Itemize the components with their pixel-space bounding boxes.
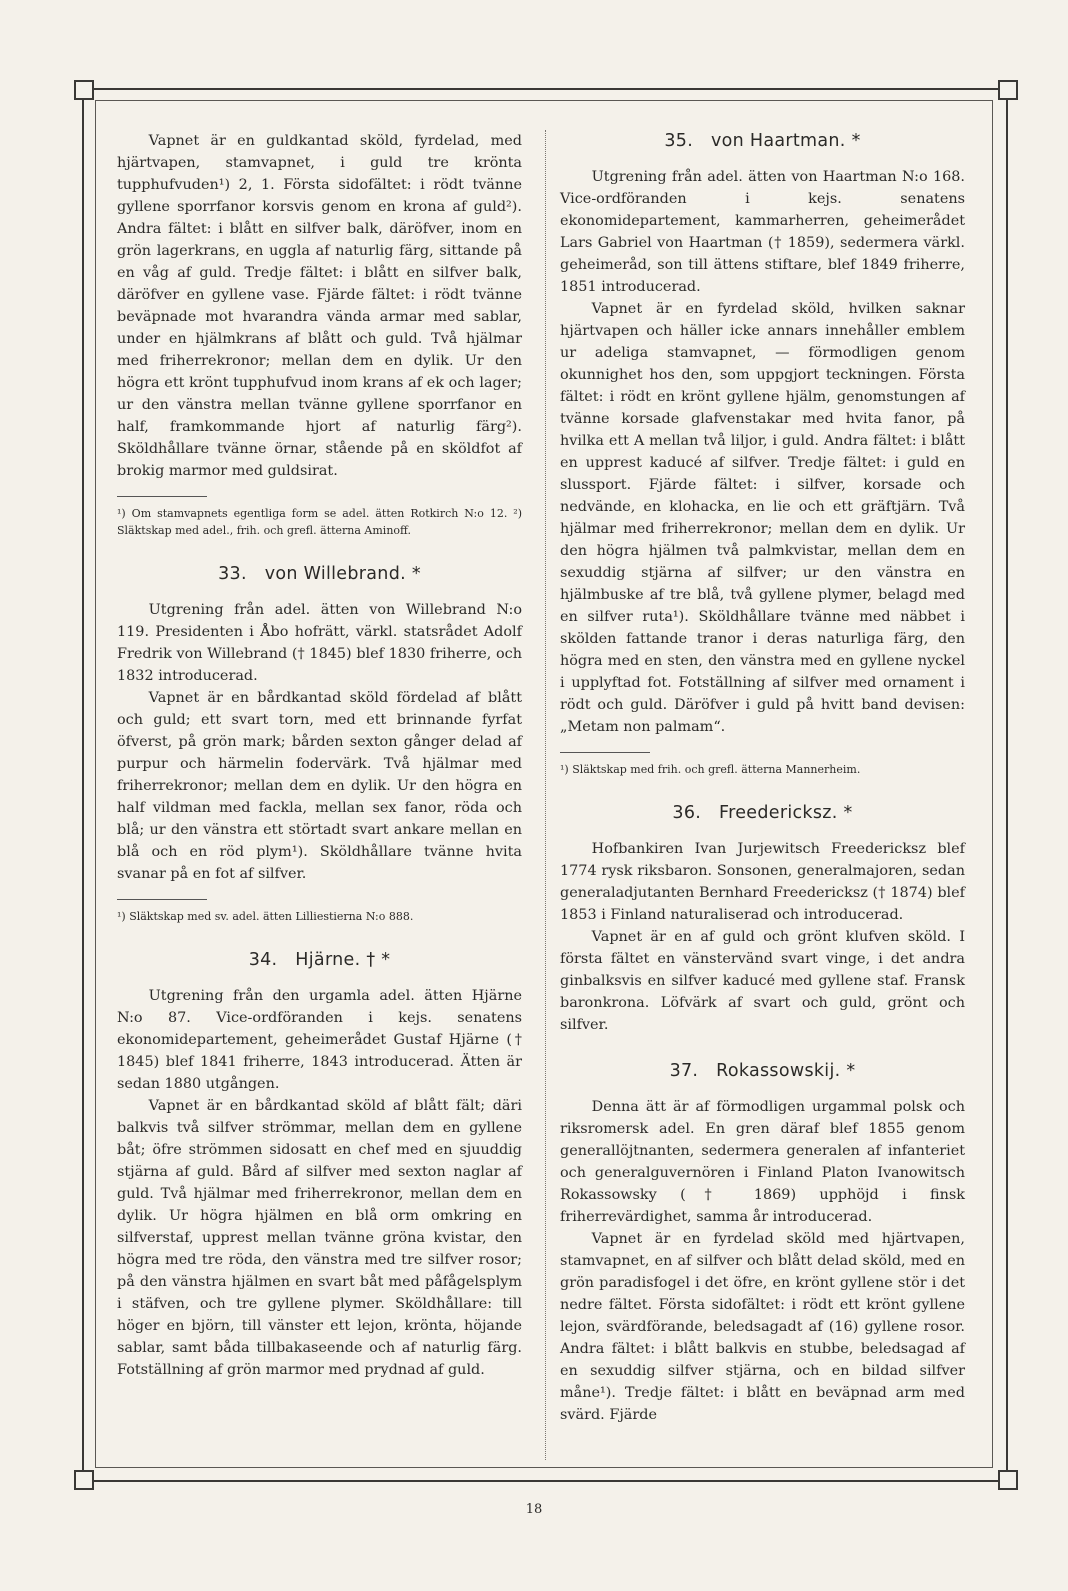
section-title: von Willebrand. <box>264 564 406 584</box>
section-title: von Haartman. <box>710 131 846 151</box>
right-column <box>560 130 965 1426</box>
paragraph: Hofbankiren Ivan Jurjewitsch Freedericksz blef 1774 rysk riksbaron. Sonsonen, generalmajoren, sedan generaladjutanten Bernhard Freedericksz († 1874) blef 1853 i Finland naturaliserad och introducerad. <box>560 841 965 923</box>
column-divider <box>545 130 546 1460</box>
section-heading-35 <box>560 130 965 152</box>
section-heading-33 <box>117 563 522 585</box>
section-mark: * <box>851 131 861 151</box>
footnote: ¹) Släktskap med frih. och grefl. ätterna Mannerheim. <box>560 763 861 776</box>
footnote: ¹) Släktskap med sv. adel. ätten Lilliestierna N:o 888. <box>117 910 414 923</box>
section-title: Freedericksz. <box>719 803 838 823</box>
corner-ornament <box>998 1470 1018 1490</box>
section-mark: * <box>843 803 853 823</box>
paragraph: Vapnet är en bårdkantad sköld fördelad af blått och guld; ett svart torn, med ett brinnande fyrfat öfverst, på grön mark; bården sexton gånger delad af purpur och härmelin fodervärk. Två hjälmar med friherrekronor; mellan dem en dylik. Ur den högra en half vildman med fackla, mellan sex fanor, röda och blå; ur den vänstra ett störtadt svart ankare mellan en blå och en röd plym¹). Sköldhållare tvänne hvita svanar på en fot af silfver. <box>117 690 522 882</box>
paragraph: Utgrening från adel. ätten von Haartman N:o 168. Vice-ordföranden i kejs. senatens ekonomidepartement, kammarherren, geheimerådet Lars Gabriel von Haartman († 1859), sedermera värkl. geheimeråd, son till ättens stiftare, blef 1849 friherre, 1851 introducerad. <box>560 169 965 295</box>
paragraph: Denna ätt är af förmodligen urgammal polsk och riksromersk adel. En gren däraf blef 1855 genom generallöjtnanten, sedermera generalen af infanteriet och generalguvernören i Finland Platon Ivanowitsch Rokassowsky († 1869) upphöjd i finsk friherrevärdighet, samma år introducerad. <box>560 1099 965 1225</box>
section-heading-36 <box>560 802 965 824</box>
paragraph: Utgrening från den urgamla adel. ätten Hjärne N:o 87. Vice-ordföranden i kejs. senatens ekonomidepartement, geheimerådet Gustaf Hjärne († 1845) blef 1841 friherre, 1843 introducerad. Ätten är sedan 1880 utgången. <box>117 988 522 1092</box>
footnote-rule <box>117 899 207 900</box>
left-column <box>117 130 522 1381</box>
corner-ornament <box>74 80 94 100</box>
section-heading-37 <box>560 1060 965 1082</box>
footnote: ¹) Om stamvapnets egentliga form se adel. ätten Rotkirch N:o 12. ²) Släktskap med adel., frih. och grefl. ätterna Aminoff. <box>117 507 522 537</box>
section-number: 34. <box>248 950 278 970</box>
section-title: Rokassowskij. <box>716 1061 841 1081</box>
section-mark: * <box>411 564 421 584</box>
paragraph: Vapnet är en fyrdelad sköld med hjärtvapen, stamvapnet, en af silfver och blått delad sköld, med en grön paradisfogel i det öfre, en krönt gyllene stör i det nedre fältet. Första sidofältet: i rödt ett krönt gyllene lejon, svärdförande, beledsagadt af (16) gyllene rosor. Andra fältet: i blått balkvis en stubbe, beledsagad af en sexuddig silfver stjärna, och en bildad silfver måne¹). Tredje fältet: i blått en beväpnad arm med svärd. Fjärde <box>560 1231 965 1423</box>
section-number: 36. <box>672 803 702 823</box>
paragraph: Vapnet är en fyrdelad sköld, hvilken saknar hjärtvapen och häller icke annars innehåller emblem ur adeliga stamvapnet, — förmodligen genom okunnighet hos den, som uppgjort teckningen. Första fältet: i rödt en krönt gyllene hjälm, genomstungen af tvänne korsade glafvenstakar med hvita fanor, på hvilka ett A mellan två liljor, i guld. Andra fältet: i blått en upprest kaducé af silfver. Tredje fältet: i guld en slussport. Fjärde fältet: i silfver, korsade och nedvände, en klohacka, en lie och ett gräftjärn. Två hjälmar med friherrekronor; mellan dem en dylik. Ur den högra hjälmen två palmkvistar, mellan dem en sexuddig stjärna af silfver; ur den vänstra en hjälmbuske af tre blå, två gyllene plymer, belagd med en silfver ruta¹). Sköldhållare tvänne med näbbet i skölden fattande tranor i deras naturliga färg, den högra med en sten, den vänstra med en gyllene nyckel i upplyftad fot. Fotställning af silfver med ornament i rödt och guld. Däröfver i guld på hvitt band devisen: „Metam non palmam“. <box>560 301 965 735</box>
paragraph: Vapnet är en bårdkantad sköld af blått fält; däri balkvis två silfver strömmar, mellan dem en gyllene båt; öfre strömmen sidosatt en chef med en sjuuddig stjärna af guld. Bård af silfver med sexton naglar af guld. Två hjälmar med friherrekronor, mellan dem en dylik. Ur högra hjälmen en blå orm omkring en silfverstaf, upprest mellan tvänne gröna kvistar, den högra med tre röda, den vänstra med tre silfver rosor; på den vänstra hjälmen en svart båt med påfågelsplym i stäfven, och tre gyllene plymer. Sköldhållare: till höger en björn, till vänster ett lejon, krönta, höjande sablar, samt båda tillbakaseende och af naturlig färg. Fotställning af grön marmor med prydnad af guld. <box>117 1098 522 1378</box>
section-number: 33. <box>218 564 247 584</box>
section-title: Hjärne. <box>295 950 361 970</box>
corner-ornament <box>998 80 1018 100</box>
footnote-rule <box>560 752 650 753</box>
page-number: 18 <box>525 1502 543 1517</box>
paragraph: Utgrening från adel. ätten von Willebrand N:o 119. Presidenten i Åbo hofrätt, värkl. statsrådet Adolf Fredrik von Willebrand († 1845) blef 1830 friherre, och 1832 introducerad. <box>117 602 522 684</box>
corner-ornament <box>74 1470 94 1490</box>
section-mark: * <box>846 1061 856 1081</box>
footnote-rule <box>117 496 207 497</box>
paragraph: Vapnet är en guldkantad sköld, fyrdelad, med hjärtvapen, stamvapnet, i guld tre krönta tupphufvuden¹) 2, 1. Första sidofältet: i rödt tvänne gyllene sporrfanor korsvis genom en krona af guld²). Andra fältet: i blått en silfver balk, däröfver, inom en grön lagerkrans, en uggla af naturlig färg, sittande på en våg af guld. Tredje fältet: i blått en silfver balk, däröfver en gyllene vase. Fjärde fältet: i rödt tvänne beväpnade mot hvarandra vända armar med sablar, under en hjälmkrans af blått och guld. Två hjälmar med friherrekronor; mellan dem en dylik. Ur den högra ett krönt tupphufvud inom krans af ek och lager; ur den vänstra mellan tvänne gyllene sporrfanor en half, framkommande hjort af naturlig färg²). Sköldhållare tvänne örnar, stående på en sköldfot af brokig marmor med guldsirat. <box>117 133 522 479</box>
section-mark: † * <box>366 950 391 970</box>
section-number: 37. <box>669 1061 699 1081</box>
section-number: 35. <box>664 131 694 151</box>
paragraph: Vapnet är en af guld och grönt klufven sköld. I första fältet en vänstervänd svart vinge, i det andra ginbalksvis en silfver kaducé med gyllene staf. Fransk baronkrona. Löfvärk af svart och guld, grönt och silfver. <box>560 929 965 1033</box>
section-heading-34 <box>117 949 522 971</box>
